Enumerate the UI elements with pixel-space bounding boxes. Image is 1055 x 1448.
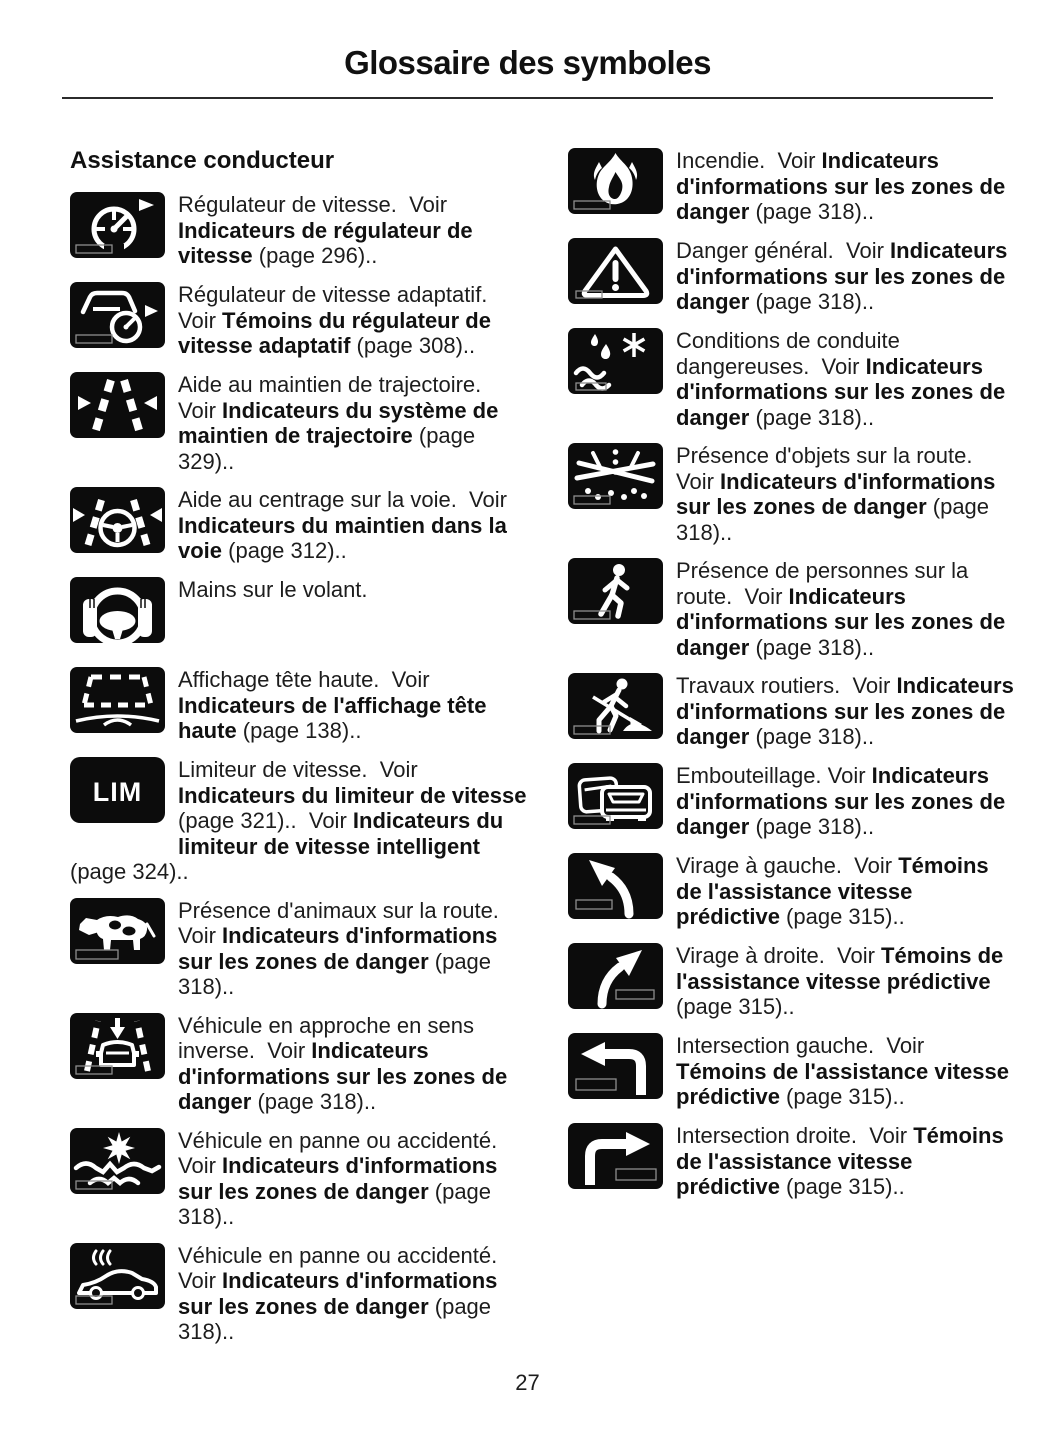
glossary-entry (568, 1033, 1016, 1110)
glossary-entry (568, 148, 1016, 225)
entry-description: (page 318).. (749, 634, 875, 660)
entry-reference: Indicateurs d'informations sur les zones de danger (178, 1153, 498, 1204)
glossary-entry (70, 192, 528, 269)
entry-reference: Indicateurs du système de maintien de trajectoire (178, 397, 499, 448)
road-works-icon (568, 673, 663, 739)
adaptive-cruise-control-icon (70, 282, 165, 348)
general-danger-icon (568, 238, 663, 304)
entry-description: Aide au maintien de trajectoire. Voir (178, 372, 488, 423)
entry-description: (page 138).. (236, 718, 362, 743)
entry-reference: Témoins de l'assistance vitesse prédictive (676, 1058, 1009, 1109)
glossary-columns (70, 148, 1016, 1358)
entry-description: Véhicule en panne ou accidenté. Voir (178, 1242, 504, 1293)
entry-description: Intersection droite. Voir (676, 1123, 914, 1148)
entry-description: (page 318).. (749, 814, 875, 839)
entry-description: (page 321).. Voir (178, 808, 353, 833)
entry-description: (page 296).. (252, 243, 378, 268)
page-number: 27 (515, 1370, 540, 1395)
entry-reference: Témoins du régulateur de vitesse adaptatif (178, 307, 491, 358)
entry-description: Véhicule en panne ou accidenté. Voir (178, 1127, 504, 1178)
entry-description: Conditions de conduite dangereuses. Voir (676, 328, 900, 379)
glossary-entry (70, 667, 528, 744)
entry-reference: Indicateurs du limiteur de vitesse intelligent (178, 808, 504, 859)
vehicle-collision-icon (70, 1128, 165, 1194)
entry-description: Régulateur de vitesse adaptatif. Voir (178, 282, 494, 333)
glossary-entry (568, 763, 1016, 840)
entry-description: Véhicule en approche en sens inverse. Voir (178, 1012, 474, 1063)
left-entries (70, 192, 528, 1345)
speed-limiter-icon (70, 757, 165, 823)
glossary-entry (70, 898, 528, 1000)
entry-description: (page 318).. (749, 199, 875, 224)
right-entries (568, 148, 1016, 1200)
glossary-entry (568, 1123, 1016, 1200)
fire-icon (568, 148, 663, 214)
animals-on-road-icon (70, 898, 165, 964)
section-heading: Assistance conducteur (70, 147, 335, 174)
glossary-entry (568, 443, 1016, 545)
objects-on-road-icon (568, 443, 663, 509)
entry-reference: Témoins de l'assistance vitesse prédictive (676, 853, 989, 929)
entry-description: (page 318).. (251, 1089, 377, 1114)
entry-description: (page 318).. (749, 289, 875, 314)
intersection-left-icon (568, 1033, 663, 1099)
entry-description: (page 312).. (222, 538, 347, 563)
entry-description: (page 318).. (749, 404, 875, 430)
entry-description: Présence de personnes sur la route. Voir (676, 558, 969, 609)
entry-description: Incendie. Voir (676, 148, 822, 173)
entry-description: (page 318).. (178, 1178, 492, 1229)
intersection-right-icon (568, 1123, 663, 1189)
entry-reference: Indicateurs du limiteur de vitesse (178, 782, 527, 808)
entry-description: (page 315).. (779, 1174, 905, 1199)
entry-description: (page 324).. (70, 859, 189, 884)
vehicle-breakdown-icon (70, 1243, 165, 1309)
head-up-display-icon (70, 667, 165, 733)
entry-description: (page 318).. (749, 724, 875, 749)
entry-description: Aide au centrage sur la voie. Voir (178, 487, 507, 512)
page-title: Glossaire des symboles (344, 44, 711, 81)
entry-description: (page 318).. (178, 1293, 492, 1344)
entry-description: (page 329).. (178, 423, 476, 474)
entry-reference: Indicateurs d'informations sur les zones de danger (676, 763, 1006, 839)
glossary-entry (70, 487, 528, 564)
entry-reference: Indicateurs d'informations sur les zones de danger (178, 1038, 508, 1114)
entry-description: (page 318).. (178, 948, 492, 999)
entry-reference: Indicateurs de l'affichage tête haute (178, 692, 487, 743)
glossary-entry (70, 282, 528, 359)
entry-description: Travaux routiers. Voir (676, 673, 897, 698)
entry-description: Affichage tête haute. Voir (178, 667, 430, 692)
glossary-entry (70, 577, 528, 654)
glossary-entry (568, 673, 1016, 750)
left-column (70, 148, 528, 1358)
curve-left-icon (568, 853, 663, 919)
entry-description: (page 315).. (779, 1084, 905, 1109)
glossary-entry (568, 328, 1016, 430)
entry-description: Virage à gauche. Voir (676, 853, 899, 878)
entry-reference: Indicateurs de régulateur de vitesse (178, 217, 473, 268)
curve-right-icon (568, 943, 663, 1009)
entry-description: (page 318).. (676, 494, 990, 545)
lane-centering-icon (70, 487, 165, 553)
entry-reference: Indicateurs d'informations sur les zones de danger (676, 148, 1006, 224)
entry-description: Limiteur de vitesse. Voir (178, 757, 418, 782)
cruise-control-icon (70, 192, 165, 258)
glossary-entry (70, 1128, 528, 1230)
entry-description: (page 308).. (350, 333, 476, 358)
entry-description: Présence d'animaux sur la route. Voir (178, 897, 506, 948)
entry-reference: Indicateurs du maintien dans la voie (178, 512, 507, 563)
entry-reference: Indicateurs d'informations sur les zones de danger (676, 353, 1006, 430)
entry-description: Embouteillage. Voir (676, 763, 872, 788)
entry-reference: Indicateurs d'informations sur les zones de danger (676, 238, 1008, 314)
glossary-entry (568, 238, 1016, 315)
glossary-entry (70, 372, 528, 474)
entry-reference: Indicateurs d'informations sur les zones de danger (178, 923, 498, 974)
lane-keeping-icon (70, 372, 165, 438)
entry-description: Mains sur le volant. (178, 577, 368, 602)
entry-description: (page 315).. (779, 904, 905, 929)
glossary-entry (568, 558, 1016, 660)
svg-text:LIM: LIM (92, 777, 143, 807)
entry-reference: Témoins de l'assistance vitesse prédictive (676, 1123, 1004, 1199)
entry-description: Intersection gauche. Voir (676, 1033, 925, 1058)
traffic-jam-icon (568, 763, 663, 829)
oncoming-vehicle-icon (70, 1013, 165, 1079)
entry-description: Danger général. Voir (676, 238, 891, 263)
entry-reference: Indicateurs d'informations sur les zones de danger (676, 468, 996, 519)
glossary-entry (568, 853, 1016, 930)
entry-description: Régulateur de vitesse. Voir (178, 192, 448, 217)
title-divider (62, 97, 993, 99)
hands-on-wheel-icon (70, 577, 165, 643)
glossary-entry (70, 1013, 528, 1115)
glossary-entry (568, 943, 1016, 1020)
entry-description: (page 315).. (676, 994, 795, 1019)
entry-reference: Indicateurs d'informations sur les zones de danger (178, 1268, 498, 1319)
entry-reference: Indicateurs d'informations sur les zones de danger (676, 673, 1014, 749)
entry-description: Virage à droite. Voir (676, 943, 882, 968)
entry-reference: Témoins de l'assistance vitesse prédictive (676, 943, 1004, 994)
glossary-entry (70, 757, 528, 885)
entry-description: Présence d'objets sur la route. Voir (676, 443, 979, 494)
entry-reference: Indicateurs d'informations sur les zones de danger (676, 583, 1006, 660)
pedestrians-on-road-icon (568, 558, 663, 624)
right-column (568, 148, 1016, 1213)
dangerous-conditions-icon (568, 328, 663, 394)
glossary-entry (70, 1243, 528, 1345)
